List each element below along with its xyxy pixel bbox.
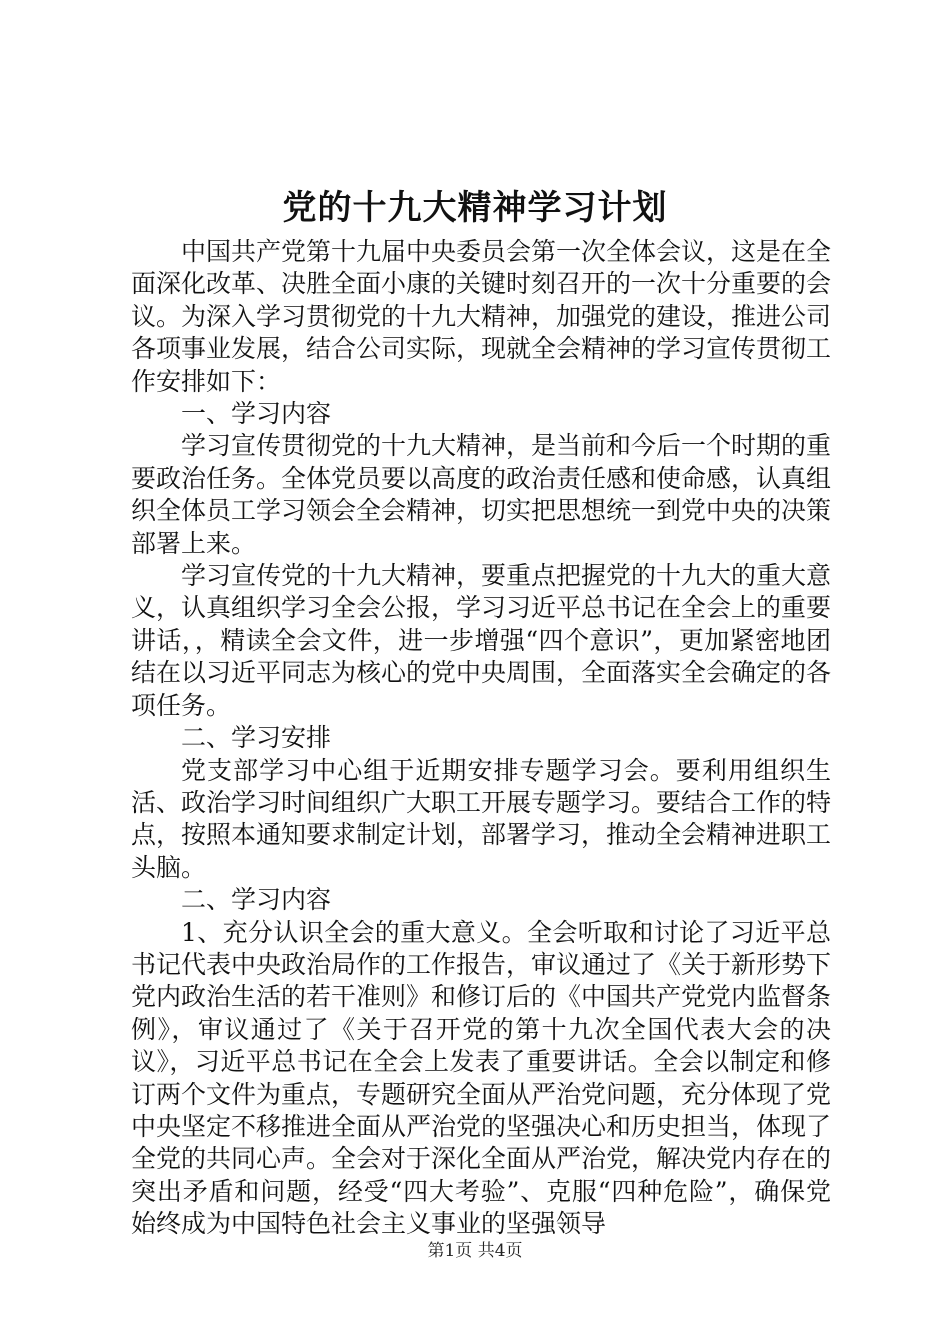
arrangement-paragraph: 党支部学习中心组于近期安排专题学习会。要利用组织生活、政治学习时间组织广大职工开展专题学习。要结合工作的特点，按照本通知要求制定计划，部署学习，推动全会精神进职工头脑。 (131, 755, 832, 882)
significance-paragraph: 1、充分认识全会的重大意义。全会听取和讨论了习近平总书记代表中央政治局作的工作报告，审议通过了《关于新形势下党内政治生活的若干准则》和修订后的《中国共产党党内监督条例》，审议通过了《关于召开党的第十九次全国代表大会的决议》，习近平总书记在全会上发表了重要讲话。全会以制定和修订两个文件为重点，专题研究全面从严治党问题，充分体现了党中央坚定不移推进全面从严治党的坚强决心和历史担当，体现了全党的共同心声。全会对于深化全面从严治党，解决党内存在的突出矛盾和问题，经受“四大考验”、克服“四种危险”，确保党始终成为中国特色社会主义事业的坚强领导 (131, 917, 832, 1239)
page-number-footer: 第1页 共4页 (427, 1241, 523, 1261)
section-heading-content: 一、学习内容 (181, 399, 332, 429)
document-body (131, 236, 831, 1241)
section-heading-content-2: 二、学习内容 (181, 885, 332, 915)
content-paragraph-2: 学习宣传党的十九大精神，要重点把握党的十九大的重大意义，认真组织学习全会公报，学习习近平总书记在全会上的重要讲话，，精读全会文件，进一步增强“四个意识”，更加紧密地团结在以习近平同志为核心的党中央周围，全面落实全会确定的各项任务。 (131, 561, 832, 720)
document-title: 党的十九大精神学习计划 (282, 188, 668, 228)
section-heading-arrangement: 二、学习安排 (181, 723, 332, 753)
intro-paragraph: 中国共产党第十九届中央委员会第一次全体会议，这是在全面深化改革、决胜全面小康的关键时刻召开的一次十分重要的会议。为深入学习贯彻党的十九大精神，加强党的建设，推进公司各项事业发展，结合公司实际，现就全会精神的学习宣传贯彻工作安排如下： (131, 237, 832, 396)
content-paragraph-1: 学习宣传贯彻党的十九大精神，是当前和今后一个时期的重要政治任务。全体党员要以高度的政治责任感和使命感，认真组织全体员工学习领会全会精神，切实把思想统一到党中央的决策部署上来。 (131, 431, 832, 558)
